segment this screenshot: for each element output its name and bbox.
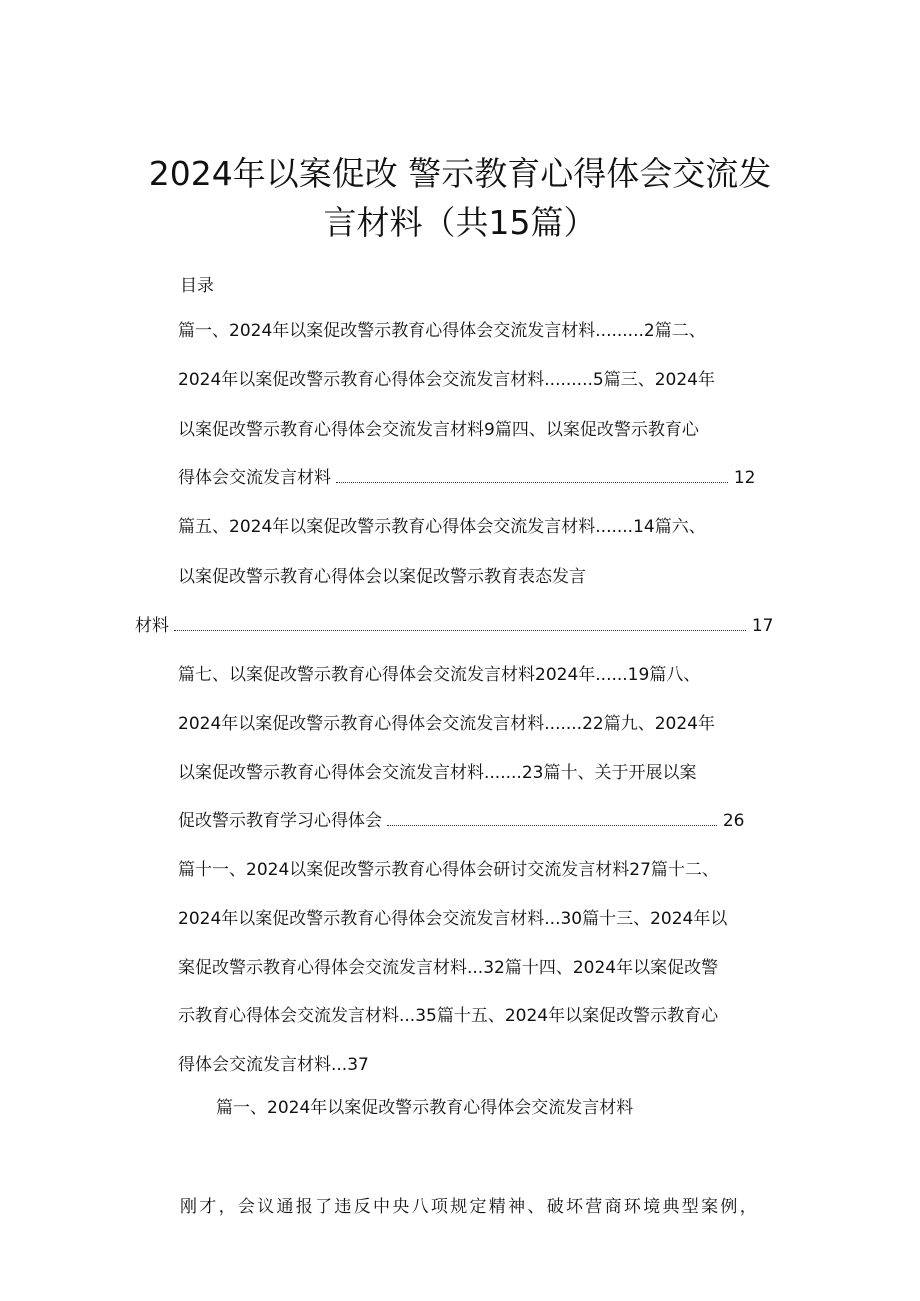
toc-line[interactable]: 2024年以案促改警示教育心得体会交流发言材料.......22篇九、2024年 (178, 714, 715, 734)
toc-line[interactable] (135, 614, 773, 638)
toc-line[interactable]: 得体会交流发言材料...37 (178, 1055, 369, 1075)
toc-line[interactable]: 篇五、2024年以案促改警示教育心得体会交流发言材料.......14篇六、 (178, 517, 706, 537)
toc-page-number: 12 (733, 468, 756, 488)
toc-line[interactable]: 篇一、2024年以案促改警示教育心得体会交流发言材料.........2篇二、 (178, 321, 706, 341)
toc-line[interactable]: 2024年以案促改警示教育心得体会交流发言材料.........5篇三、2024年 (178, 370, 715, 390)
toc-line[interactable] (178, 466, 755, 490)
section-title: 篇一、2024年以案促改警示教育心得体会交流发言材料 (216, 1098, 634, 1118)
toc-line[interactable]: 以案促改警示教育心得体会交流发言材料.......23篇十、关于开展以案 (178, 763, 697, 783)
toc-page-number: 17 (751, 616, 774, 636)
toc-line[interactable]: 2024年以案促改警示教育心得体会交流发言材料...30篇十三、2024年以 (178, 909, 728, 929)
document-title-line-1: 2024年以案促改 警示教育心得体会交流发 (148, 154, 772, 193)
toc-leader-dots (174, 618, 746, 631)
body-paragraph: 刚才，会议通报了违反中央八项规定精神、破坏营商环境典型案例， (180, 1197, 759, 1217)
toc-heading: 目录 (180, 276, 214, 296)
toc-line[interactable]: 篇十一、2024以案促改警示教育心得体会研讨交流发言材料27篇十二、 (178, 860, 719, 880)
toc-line[interactable]: 篇七、以案促改警示教育心得体会交流发言材料2024年......19篇八、 (178, 665, 701, 685)
toc-entry-text: 得体会交流发言材料 (178, 468, 331, 488)
toc-page-number: 26 (722, 811, 745, 831)
document-title-line-2: 言材料（共15篇） (323, 203, 597, 242)
toc-entry-text: 促改警示教育学习心得体会 (178, 811, 382, 831)
toc-entry-text: 材料 (135, 616, 169, 636)
toc-line[interactable] (178, 809, 744, 833)
toc-leader-dots (336, 470, 728, 483)
toc-line[interactable]: 案促改警示教育心得体会交流发言材料...32篇十四、2024年以案促改警 (178, 958, 719, 978)
toc-leader-dots (387, 813, 717, 826)
toc-line[interactable]: 以案促改警示教育心得体会以案促改警示教育表态发言 (178, 567, 586, 587)
toc-line[interactable]: 示教育心得体会交流发言材料...35篇十五、2024年以案促改警示教育心 (178, 1006, 719, 1026)
toc-line[interactable]: 以案促改警示教育心得体会交流发言材料9篇四、以案促改警示教育心 (178, 420, 699, 440)
